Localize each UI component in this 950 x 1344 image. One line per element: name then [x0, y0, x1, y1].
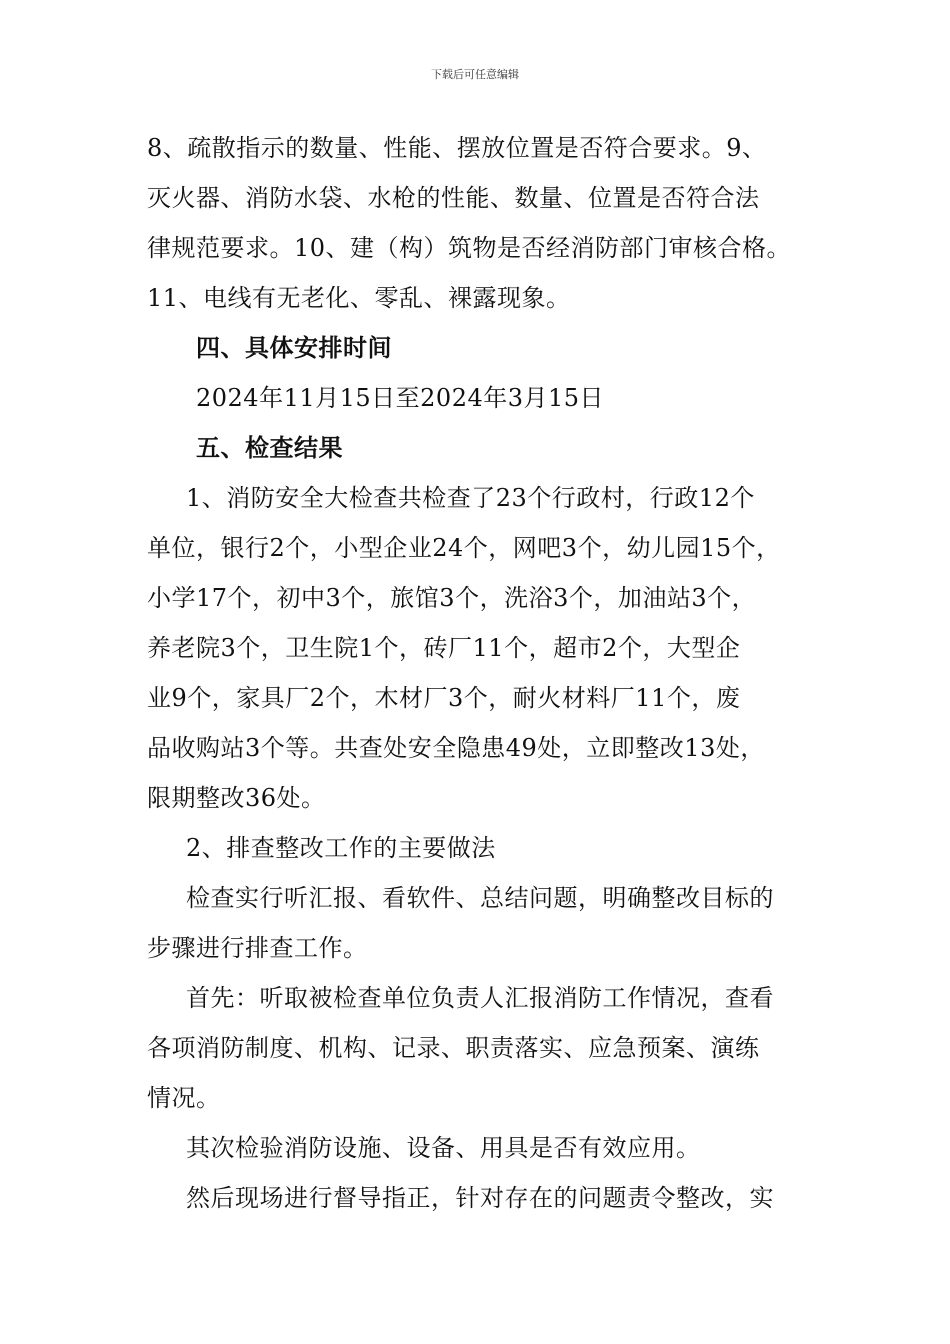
section-heading: 四、具体安排时间 — [196, 334, 392, 362]
text-line: 2、排查整改工作的主要做法 — [186, 834, 496, 862]
text-line: 其次检验消防设施、设备、用具是否有效应用。 — [186, 1134, 701, 1162]
text-line: 步骤进行排查工作。 — [147, 934, 368, 962]
text-line: 律规范要求。10、建（构）筑物是否经消防部门审核合格。 — [147, 234, 792, 262]
section-heading: 五、检查结果 — [196, 434, 343, 462]
text-line: 首先：听取被检查单位负责人汇报消防工作情况，查看 — [186, 984, 774, 1012]
text-line: 8、疏散指示的数量、性能、摆放位置是否符合要求。9、 — [147, 134, 767, 162]
text-line: 养老院3个，卫生院1个，砖厂11个，超市2个，大型企 — [147, 634, 741, 662]
page-header-note: 下载后可任意编辑 — [431, 68, 519, 81]
text-line: 小学17个，初中3个，旅馆3个，洗浴3个，加油站3个， — [147, 584, 757, 612]
text-line: 1、消防安全大检查共检查了23个行政村，行政12个 — [186, 484, 755, 512]
text-line: 品收购站3个等。共查处安全隐患49处，立即整改13处， — [147, 734, 765, 762]
text-line: 单位，银行2个，小型企业24个，网吧3个，幼儿园15个， — [147, 534, 781, 562]
text-line: 然后现场进行督导指正，针对存在的问题责令整改，实 — [186, 1184, 774, 1212]
text-line: 灭火器、消防水袋、水枪的性能、数量、位置是否符合法 — [147, 184, 760, 212]
text-line: 业9个，家具厂2个，木材厂3个，耐火材料厂11个，废 — [147, 684, 741, 712]
schedule-dates: 2024年11月15日至2024年3月15日 — [196, 384, 605, 412]
text-line: 检查实行听汇报、看软件、总结问题，明确整改目标的 — [186, 884, 774, 912]
text-line: 情况。 — [147, 1084, 221, 1112]
text-line: 11、电线有无老化、零乱、裸露现象。 — [147, 284, 571, 312]
text-line: 限期整改36处。 — [147, 784, 326, 812]
text-line: 各项消防制度、机构、记录、职责落实、应急预案、演练 — [147, 1034, 760, 1062]
